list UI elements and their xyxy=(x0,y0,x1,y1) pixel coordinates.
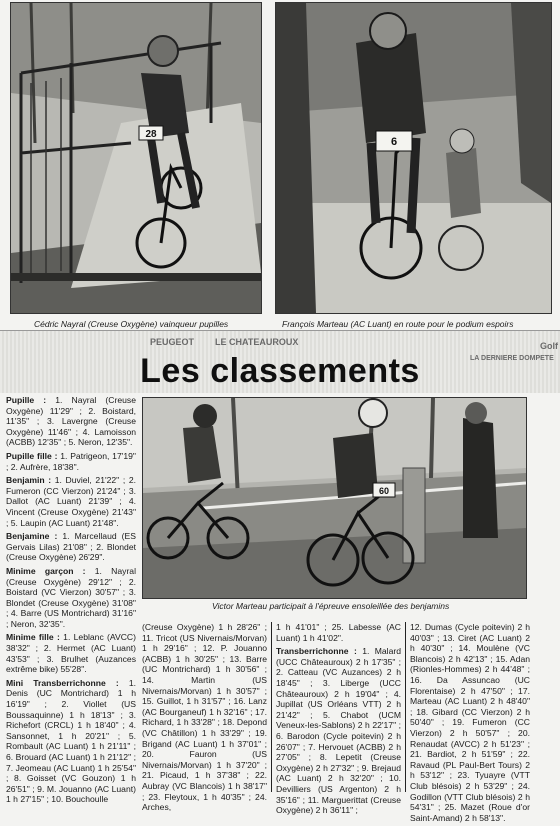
category-benjamin: Benjamin : xyxy=(6,475,52,486)
caption-photo1: Cédric Nayral (Creuse Oxygène) vainqueur pupilles xyxy=(34,319,229,329)
photo-benjamins-race xyxy=(142,397,527,599)
result-block-benjamine xyxy=(6,531,136,563)
results-mini-transberrichonne-end: 1 h 41'01" ; 25. Labesse (AC Luant) 1 h 41'02". xyxy=(276,622,401,643)
result-block-mini-transberrichonne-end xyxy=(276,622,401,643)
column-divider-2 xyxy=(271,622,272,792)
result-block-transberrichonne xyxy=(276,646,401,816)
results-column-1 xyxy=(6,395,136,808)
caption-photo3: Victor Marteau participait à l'épreuve ensoleillée des benjamins xyxy=(212,601,450,611)
result-block-minime-garcon xyxy=(6,566,136,630)
result-block-mini-transberrichonne xyxy=(6,678,136,805)
results-column-4 xyxy=(410,622,530,826)
results-transberrichonne: 1. Malard (UCC Châteauroux) 2 h 17'35" ; 2. Catteau (VC Auzances) 2 h 18'45" ; 3. Liberge (UCC Châteauroux) 2 h 19'04" ; 4. Jupillat (US Orléans VTT) 2 h 21'42" ; 5. Chabot (UCM Veneux-les-Sablons) 2 h 22'17" ; 6. Barodon (Cycle poitevin) 2 h 26'07" ; 7. Hervouet (ACBB) 2 h 27'05" ; 8. Lepetit (Creuse Oxygène) 2 h 27'32" ; 9. Brejaud (AC Luant) 2 h 32'20" ; 10. Devilliers (US Argenton) 2 h 35'16" ; 11. Marguerittat (Creuse Oxygène) 2 h 36'11" ; xyxy=(276,646,401,816)
results-benjamine: 1. Marcellaud (ES Gervais Lilas) 21'08" ; 2. Blondet (Creuse Oxygène) 26'29". xyxy=(6,531,136,563)
ad-left: PEUGEOT xyxy=(150,337,195,347)
results-pupille: 1. Nayral (Creuse Oxygène) 11'29" ; 2. Boistard, 11'35" ; 3. Lavergne (Creuse Oxygène) 11'46" ; 4. Lamoisson (ACBB) 12'35" ; 5. Neron, 12'35". xyxy=(6,395,136,448)
caption-photo2: François Marteau (AC Luant) en route pour le podium espoirs xyxy=(282,319,514,329)
bib-number-photo3: 60 xyxy=(378,486,390,496)
results-column-2 xyxy=(142,622,267,816)
results-pupille-fille: 1. Patrigeon, 17'19" ; 2. Aufrère, 18'38". xyxy=(6,450,136,472)
photo-benjamins-illustration xyxy=(143,398,526,598)
category-minime-fille: Minime fille : xyxy=(6,632,60,643)
results-mini-transberrichonne: 1. Denis (UC Montrichard) 1 h 16'19" ; 2. Viollet (US Boussaquinne) 1 h 18'13" ; 3. Richefort (CRCL) 1 h 18'40" ; 4. Sansonnet, 1 h 20'21" ; 5. Rombault (AC Luant) 1 h 21'11" ; 6. Brouard (AC Luant) 1 h 21'12" ; 7. Jeomeau (AC Luant) 1 h 25'54" ; 8. Goisset (VC Gouzon) 1 h 26'51" ; 9. M. Jouanno (AC Luant) 1 h 27'15" ; 10. Bouchoulle xyxy=(6,677,136,805)
category-minime-garcon: Minime garçon : xyxy=(6,565,86,576)
results-column-3 xyxy=(276,622,401,819)
results-minime-garcon: 1. Nayral (Creuse Oxygène) 29'12" ; 2. Boistard (VC Vierzon) 30'57" ; 3. Blondet (Creuse Oxygène) 31'08" ; 4. Barre (US Montrichard) 31'16" ; Neron, 32'35". xyxy=(6,565,136,629)
photo-pupille-illustration xyxy=(11,3,261,313)
category-benjamine: Benjamine : xyxy=(6,531,58,542)
page-title: Les classements xyxy=(140,352,420,390)
results-minime-fille: 1. Leblanc (AVCC) 38'32" ; 2. Hermet (AC Luant) 43'53" ; 3. Brulhet (Auzances extrême bike) 55'28". xyxy=(6,632,136,675)
ad-right: Golf xyxy=(540,341,558,351)
photo-pupille-winner xyxy=(10,2,262,314)
results-benjamin: 1. Duviel, 21'22" ; 2. Fumeron (CC Vierzon) 21'24" ; 3. Dallot (AC Luant) 21'39" ; 4. Vincent (Creuse Oxygène) 21'43" ; 5. Laupin (AC Luant) 21'48". xyxy=(6,475,136,528)
category-pupille-fille: Pupille fille : xyxy=(6,450,58,461)
result-block-minime-fille xyxy=(6,632,136,674)
bib-number-photo2: 6 xyxy=(390,136,398,148)
results-transberrichonne-cont: 12. Dumas (Cycle poitevin) 2 h 40'03" ; 13. Ciret (AC Luant) 2 h 40'30" ; 14. Moulène (VC Blancois) 2 h 42'13" ; 15. Adan (Rionles-Hommes) 2 h 44'48" ; 16. Da Assuncao (UC Florentaise) 2 h 47'50" ; 17. Marteau (AC Luant) 2 h 48'40" ; 18. Gibard (CC Vierzon) 2 h 50'40" ; 19. Fumeron (CC Vierzon) 2 h 50'57" ; 20. Renaudat (AVCC) 2 h 51'23" ; 21. Bardiot, 2 h 51'59" ; 22. Ravaud (PL Paul-Bert Tours) 2 h 53'12" ; 23. Tyuayre (VTT Club blésois) 2 h 53'29" ; 24. Godillon (VTT Club blésois) 2 h 54'31" ; 25. Mazet (Roue d'or Saint-Amand) 2 h 58'13". xyxy=(410,622,530,823)
bib-number-photo1: 28 xyxy=(145,129,157,140)
result-block-pupille xyxy=(6,395,136,448)
category-mini-transberrichonne: Mini Transberrichonne : xyxy=(6,677,119,688)
result-block-benjamin xyxy=(6,475,136,528)
photo-espoirs-illustration xyxy=(276,3,551,313)
result-block-pupille-fille xyxy=(6,451,136,472)
category-pupille: Pupille : xyxy=(6,395,47,405)
category-transberrichonne: Transberrichonne : xyxy=(276,646,357,657)
ad-mid: LE CHATEAUROUX xyxy=(215,337,299,347)
ad-far-right: LA DERNIERE DOMPETE xyxy=(470,355,554,362)
photo-espoirs-rider xyxy=(275,2,552,314)
column-divider-3 xyxy=(405,622,406,792)
results-mini-transberrichonne-cont: (Creuse Oxygène) 1 h 28'26" ; 11. Tricot (US Nivernais/Morvan) 1 h 29'16" ; 12. P. Jouanno (ACBB) 1 h 30'25" ; 13. Barre (UC Montrichard) 1 h 30'56" ; 14. Martin (US Nivernais/Morvan) 1 h 30'57" ; 15. Guillot, 1 h 31'57" ; 16. Lanz (AC Bourganeuf) 1 h 32'16" ; 17. Richard, 1 h 33'28" ; 18. Depond (VC Châtillon) 1 h 33'29" ; 19. Brigand (AC Luant) 1 h 37'01" ; 20. Fauron (US Nivernais/Morvan) 1 h 37'20" ; 21. Picaud, 1 h 37'38" ; 22. Aubray (VC Blancois) 1 h 38'17" ; 23. Fleytoux, 1 h 40'35" ; 24. Arches, xyxy=(142,622,267,813)
